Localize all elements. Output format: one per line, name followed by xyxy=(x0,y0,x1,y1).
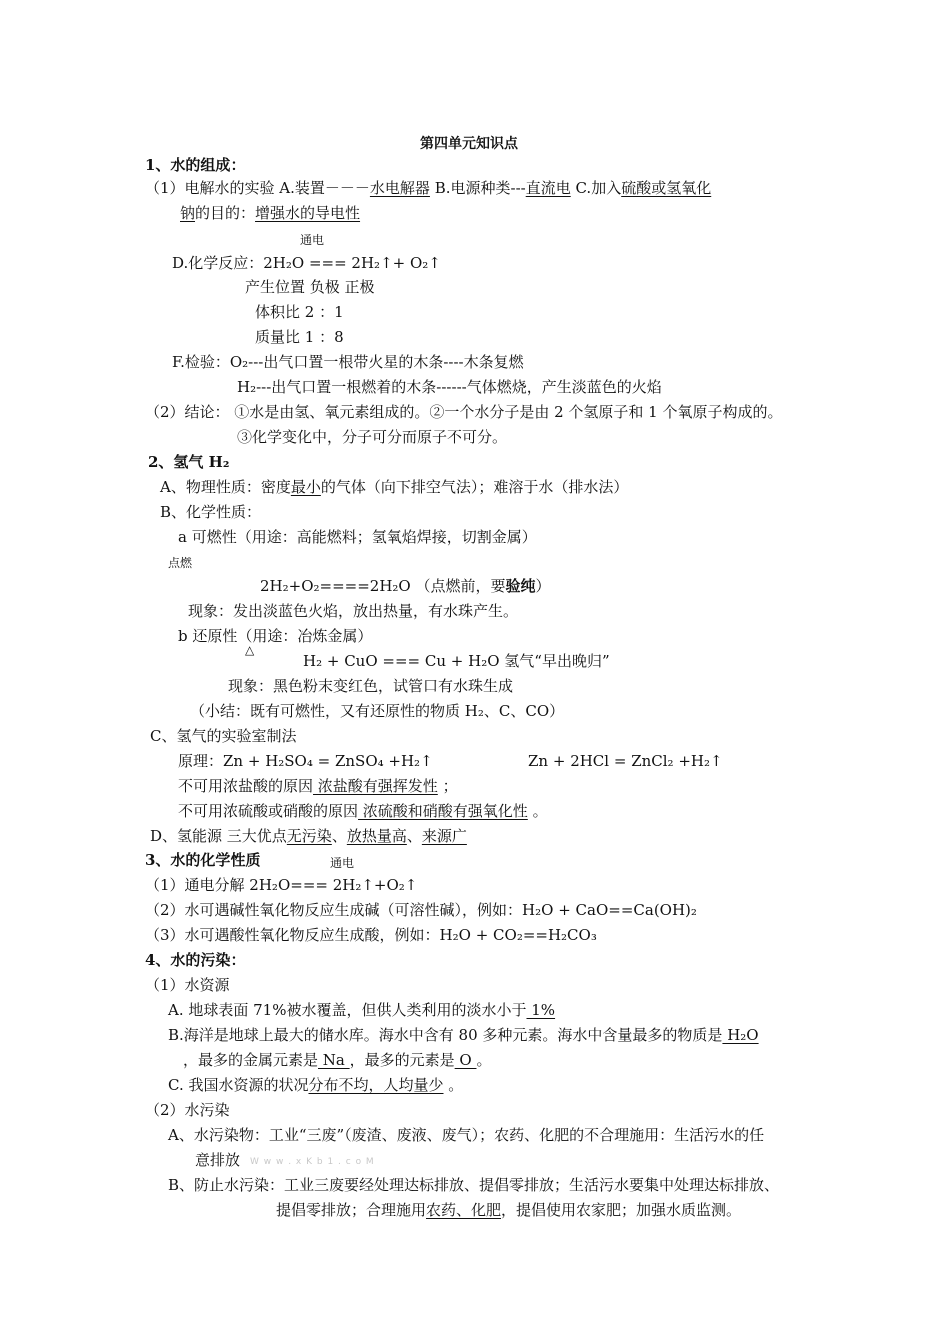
s1-line-6: 质量比 1 ：8 xyxy=(255,328,344,346)
text: ，最多的金属元素是 xyxy=(183,1051,319,1069)
underlined-answer: O xyxy=(454,1051,477,1069)
s2-line-3: a 可燃性（用途：高能燃料；氢氧焰焊接，切割金属） xyxy=(178,528,537,546)
s4-line-6: （2）水污染 xyxy=(145,1101,230,1119)
s2-line-11a: 原理：Zn + H₂SO₄ = ZnSO₄ +H₂↑ xyxy=(178,752,433,770)
reaction-condition: 通电 xyxy=(300,233,325,247)
text: D、氢能源 三大优点 xyxy=(150,827,287,845)
underlined-answer: 浓硫酸和硝酸有强氧化性 xyxy=(358,802,528,820)
s1-line-5: 体积比 2 ：1 xyxy=(255,303,344,321)
underlined-answer: 农药、化肥 xyxy=(426,1201,502,1219)
text: 不可用浓盐酸的原因 xyxy=(178,777,314,795)
s1-line-1 xyxy=(145,178,711,198)
s4-line-3 xyxy=(168,1025,759,1045)
text: 不可用浓硫酸或硝酸的原因 xyxy=(178,802,359,820)
s2-line-6: b 还原性（用途：冶炼金属） xyxy=(178,627,373,645)
text: 。 xyxy=(443,1076,464,1094)
text: 的目的： xyxy=(195,204,256,222)
text: 。 xyxy=(527,802,548,820)
text: 、 xyxy=(406,827,422,845)
s1-line-10: ③化学变化中，分子可分而原子不可分。 xyxy=(237,428,508,446)
text: 。 xyxy=(476,1051,492,1069)
s4-line-10 xyxy=(276,1200,741,1220)
s2-line-8: 现象：黑色粉末变红色，试管口有水珠生成 xyxy=(228,677,514,695)
text: 提倡零排放；合理施用 xyxy=(276,1201,427,1219)
section-1-heading: 1、水的组成： xyxy=(145,156,246,174)
s3-line-1: （1）通电分解 2H₂O=== 2H₂↑+O₂↑ xyxy=(145,876,418,894)
s3-line-3: （3）水可遇酸性氧化物反应生成酸，例如：H₂O + CO₂==H₂CO₃ xyxy=(145,926,597,944)
section-4-heading: 4、水的污染： xyxy=(145,951,246,969)
watermark-text: W w w . x K b 1 . c o M xyxy=(250,1157,375,1167)
text: ； xyxy=(437,777,458,795)
text: C.加入 xyxy=(570,179,622,197)
underlined-answer: 硫酸或氢氧化 xyxy=(621,179,712,197)
underlined-answer: 放热量高 xyxy=(346,827,407,845)
text: ） xyxy=(535,577,551,595)
reaction-condition: 通电 xyxy=(330,856,355,870)
reaction-condition: 点燃 xyxy=(168,556,193,570)
text: A、物理性质：密度 xyxy=(160,478,291,496)
underlined-answer: H₂O xyxy=(722,1026,759,1044)
text: 2H₂+O₂====2H₂O （点燃前，要 xyxy=(260,577,506,595)
s1-line-8: H₂---出气口置一根燃着的木条------气体燃烧，产生淡蓝色的火焰 xyxy=(237,378,662,396)
s1-line-4: 产生位置 负极 正极 xyxy=(245,278,375,296)
text: 、 xyxy=(331,827,347,845)
s2-line-13 xyxy=(178,801,548,821)
s2-line-5: 现象：发出淡蓝色火焰，放出热量，有水珠产生。 xyxy=(188,602,519,620)
s2-line-4 xyxy=(260,576,551,596)
s1-line-2 xyxy=(180,203,360,223)
s1-line-7: F.检验：O₂---出气口置一根带火星的木条----木条复燃 xyxy=(172,353,524,371)
page-title: 第四单元知识点 xyxy=(420,136,518,152)
bold-text: 验纯 xyxy=(505,577,536,595)
s2-line-9: （小结：既有可燃性，又有还原性的物质 H₂、C、CO） xyxy=(190,702,565,720)
underlined-answer: 来源广 xyxy=(421,827,467,845)
s2-line-12 xyxy=(178,776,458,796)
section-2-heading: 2、氢气 H₂ xyxy=(148,453,230,471)
heat-symbol: △ xyxy=(245,643,255,657)
underlined-answer: 无污染 xyxy=(286,827,332,845)
underlined-answer: 最小 xyxy=(290,478,321,496)
underlined-answer: 水电解器 xyxy=(369,179,430,197)
text: 的气体（向下排空气法）；难溶于水（排水法） xyxy=(320,478,629,496)
s3-line-2: （2）水可遇碱性氧化物反应生成碱（可溶性碱），例如：H₂O + CaO==Ca(OH)₂ xyxy=(145,901,697,919)
underlined-answer: 浓盐酸有强挥发性 xyxy=(313,777,438,795)
underlined-answer: 分布不均，人均量少 xyxy=(308,1076,444,1094)
s1-line-9: （2）结论： ①水是由氢、氧元素组成的。②一个水分子是由 2 个氢原子和 1 个氧原子构成的。 xyxy=(145,403,783,421)
s2-line-14 xyxy=(150,826,467,846)
text: B.电源种类--- xyxy=(429,179,526,197)
s4-line-7: A、水污染物：工业“三废”（废渣、废液、废气）；农药、化肥的不合理施用：生活污水的任 xyxy=(168,1126,765,1144)
underlined-answer: 直流电 xyxy=(525,179,571,197)
text: A. 地球表面 71%被水覆盖，但供人类利用的淡水小于 xyxy=(168,1001,527,1019)
underlined-answer: Na xyxy=(318,1051,350,1069)
s4-line-2 xyxy=(168,1000,555,1020)
section-3-heading: 3、水的化学性质 xyxy=(145,851,261,869)
underlined-answer: 1% xyxy=(526,1001,556,1019)
s1-line-3: D.化学反应：2H₂O === 2H₂↑+ O₂↑ xyxy=(172,254,441,272)
s4-line-5 xyxy=(168,1075,463,1095)
text: （1）电解水的实验 A.装置－－－ xyxy=(145,179,370,197)
s2-line-7: H₂ + CuO === Cu + H₂O 氢气“早出晚归” xyxy=(303,652,610,670)
s2-line-1 xyxy=(160,477,628,497)
text: B.海洋是地球上最大的储水库。海水中含有 80 多种元素。海水中含量最多的物质是 xyxy=(168,1026,723,1044)
s2-line-10: C、氢气的实验室制法 xyxy=(150,727,297,745)
s4-line-1: （1）水资源 xyxy=(145,976,230,994)
s2-line-11b: Zn + 2HCl = ZnCl₂ +H₂↑ xyxy=(528,752,723,770)
s4-line-9: B、防止水污染：工业三废要经处理达标排放、提倡零排放；生活污水要集中处理达标排放、 xyxy=(168,1176,780,1194)
underlined-answer: 增强水的导电性 xyxy=(255,204,361,222)
s4-line-8: 意排放 xyxy=(195,1151,241,1169)
text: C. 我国水资源的状况 xyxy=(168,1076,309,1094)
underlined-answer: 钠 xyxy=(180,204,196,222)
text: ，提倡使用农家肥；加强水质监测。 xyxy=(501,1201,742,1219)
s4-line-4 xyxy=(183,1050,492,1070)
s2-line-2: B、化学性质： xyxy=(160,503,262,521)
text: ，最多的元素是 xyxy=(349,1051,455,1069)
